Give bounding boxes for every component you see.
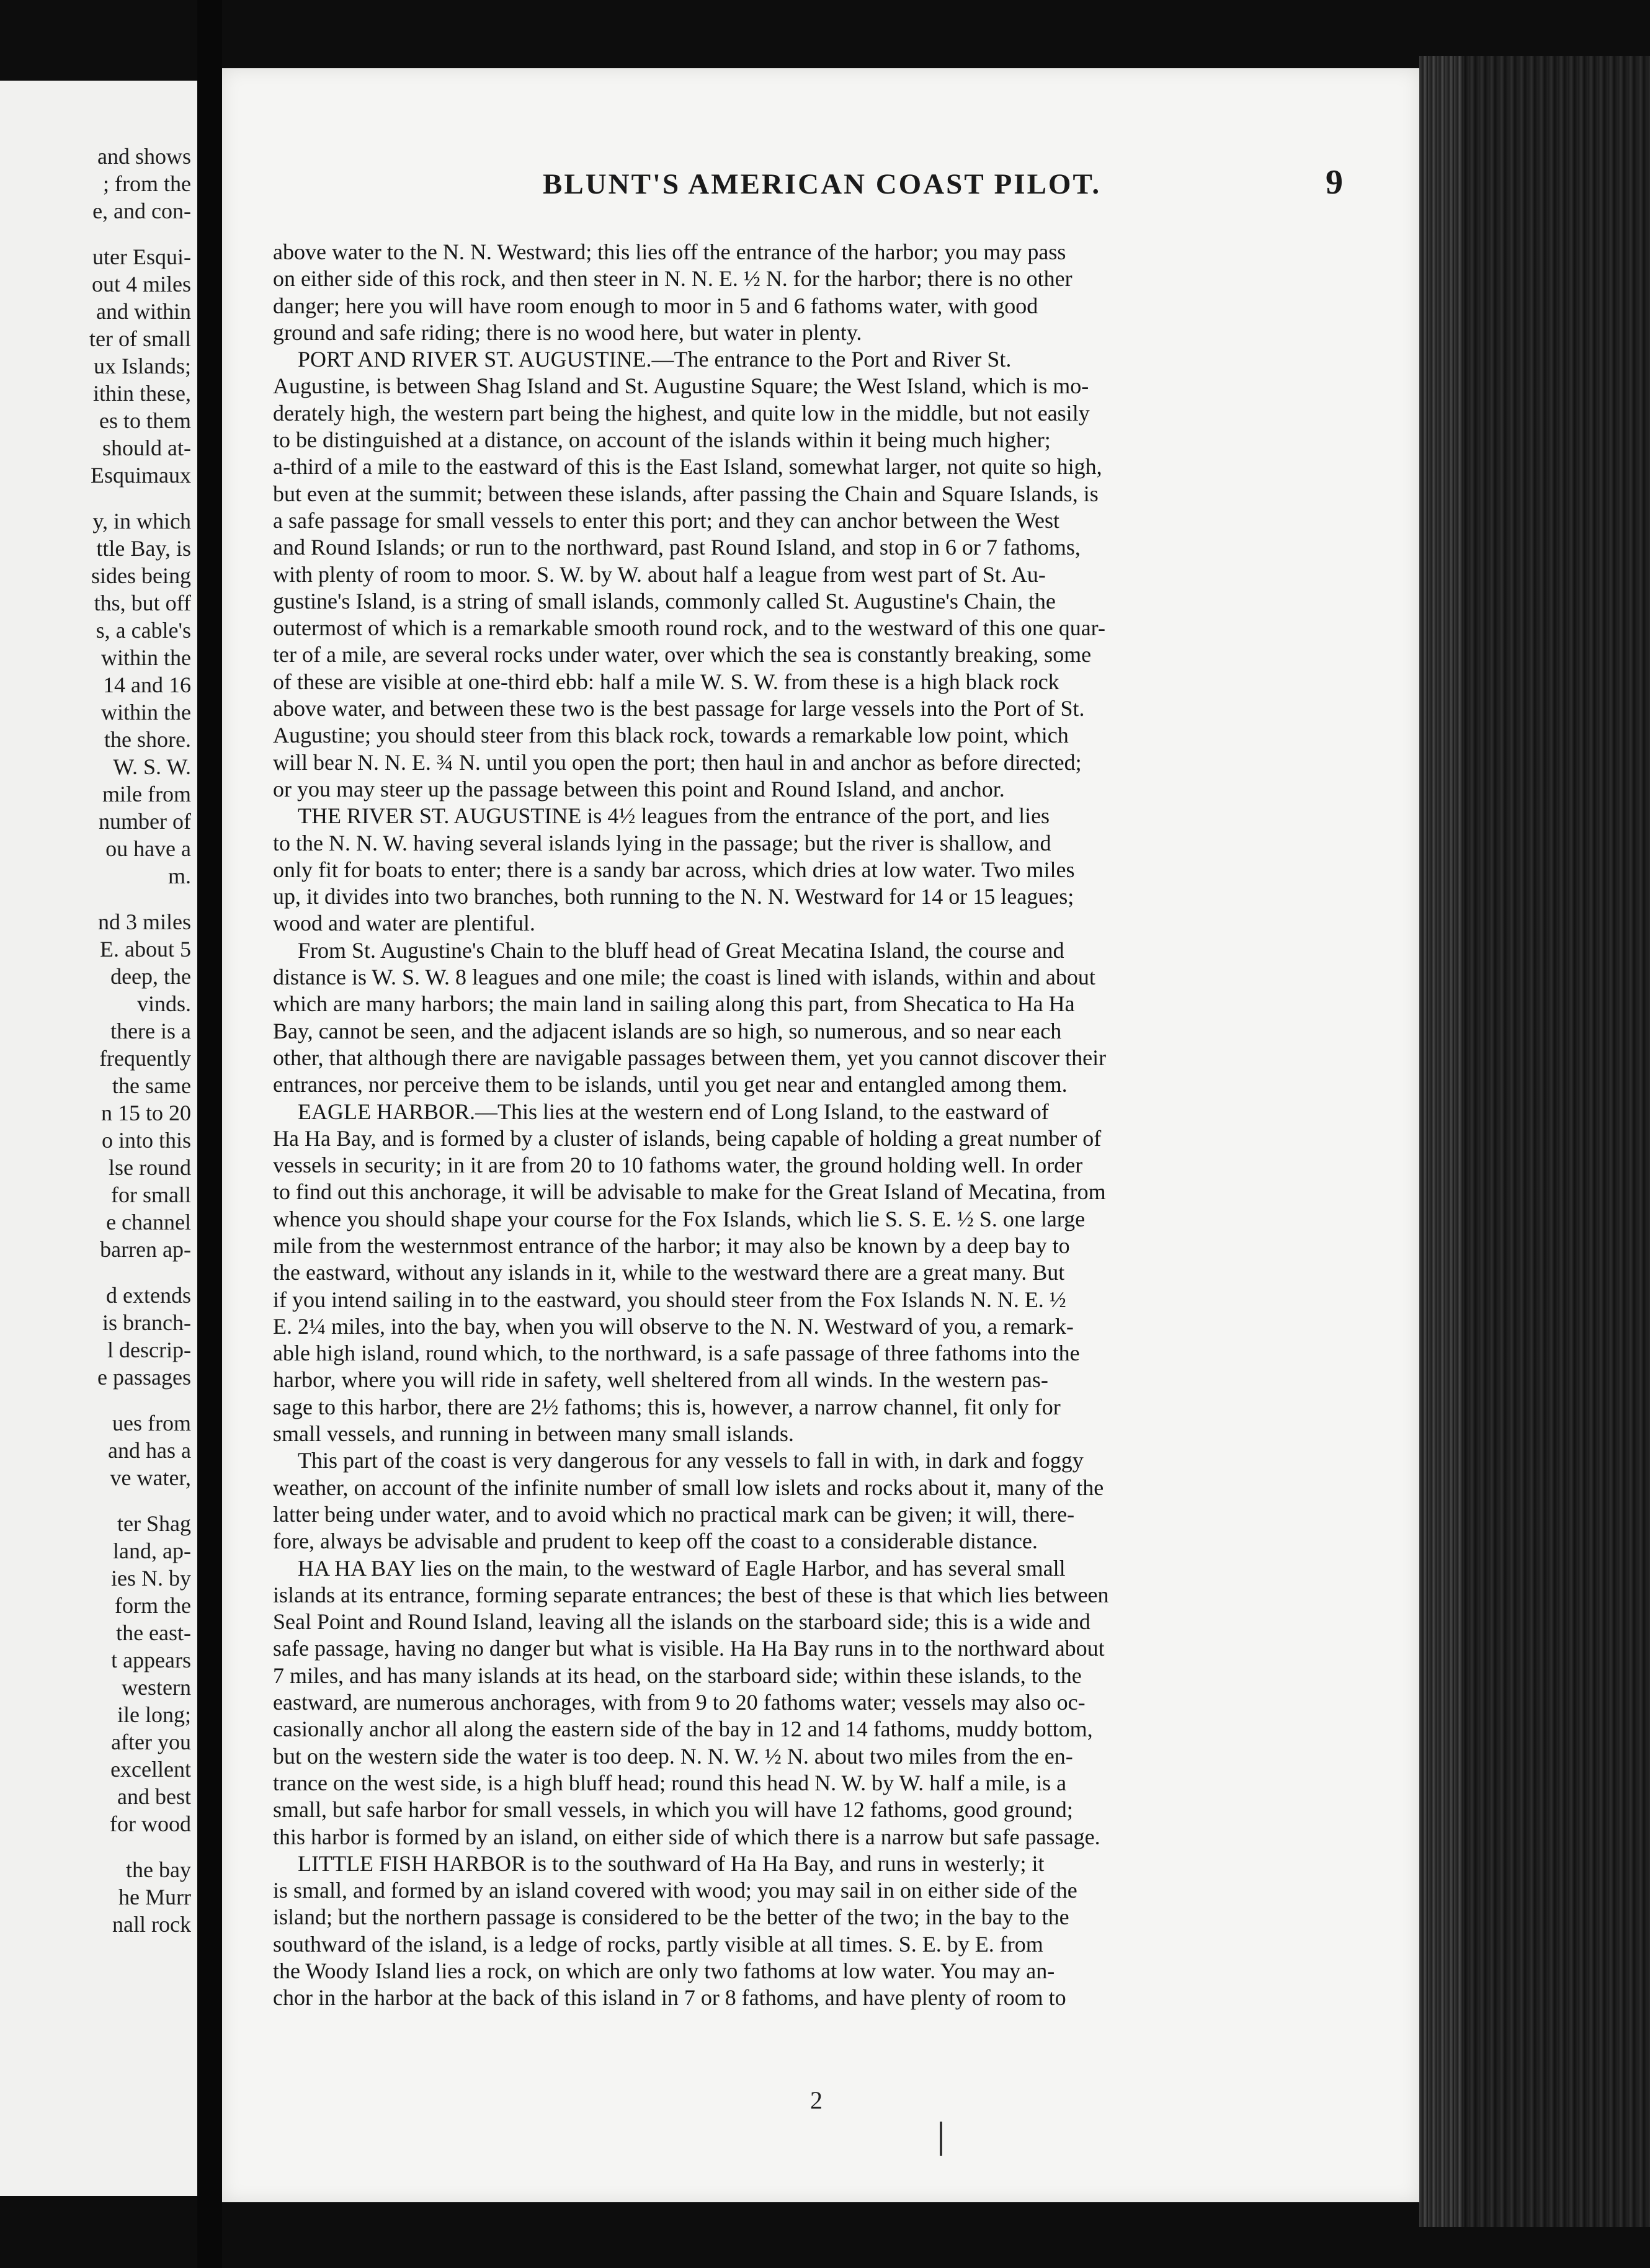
left-page-fragment: and within <box>96 299 191 324</box>
text-line: island; but the northern passage is considered to be the better of the two; in the bay to the <box>273 1904 1069 1930</box>
text-line: PORT AND RIVER ST. AUGUSTINE.—The entrance to the Port and River St. <box>298 347 1012 372</box>
left-page-fragment: there is a <box>110 1019 191 1043</box>
text-line: or you may steer up the passage between this point and Round Island, and anchor. <box>273 776 1005 801</box>
text-line: with plenty of room to moor. S. W. by W. about half a league from west part of St. Au- <box>273 561 1046 587</box>
text-line: a-third of a mile to the eastward of this is the East Island, somewhat larger, not quite so high, <box>273 454 1102 480</box>
left-page-fragment: e, and con- <box>92 199 191 223</box>
text-line: harbor, where you will ride in safety, well sheltered from all winds. In the western pas- <box>273 1367 1048 1393</box>
text-line: and Round Islands; or run to the northward, past Round Island, and stop in 6 or 7 fathoms, <box>273 535 1081 560</box>
left-page-fragment: deep, the <box>110 964 191 989</box>
left-page-fragment: ies N. by <box>111 1566 191 1591</box>
signature-mark: 2 <box>810 2086 823 2114</box>
text-line: weather, on account of the infinite number of small low islets and rocks about it, many of the <box>273 1475 1104 1500</box>
text-line: E. 2¼ miles, into the bay, when you will observe to the N. N. Westward of you, a remark- <box>273 1313 1074 1339</box>
text-line: safe passage, having no danger but what is visible. Ha Ha Bay runs in to the northward about <box>273 1636 1105 1661</box>
book-page-edges <box>1419 56 1650 2227</box>
left-page-fragment: m. <box>167 864 191 888</box>
left-page-fragment: d extends <box>106 1283 191 1308</box>
text-line: of these are visible at one-third ebb: half a mile W. S. W. from these is a high black rock <box>273 669 1059 694</box>
text-line: derately high, the western part being the highest, and quite low in the middle, but not easily <box>273 400 1090 426</box>
left-page-fragment: vinds. <box>136 991 191 1016</box>
text-line: Seal Point and Round Island, leaving all the islands on the starboard side; this is a wide and <box>273 1609 1090 1635</box>
left-facing-page <box>0 81 197 2196</box>
text-line: LITTLE FISH HARBOR is to the southward of Ha Ha Bay, and runs in westerly; it <box>298 1851 1045 1876</box>
left-page-fragment: nd 3 miles <box>98 909 191 934</box>
left-page-fragment: the same <box>112 1073 191 1098</box>
text-line: but on the western side the water is too deep. N. N. W. ½ N. about two miles from the en- <box>273 1743 1073 1769</box>
left-page-fragment: sides being <box>91 563 191 588</box>
text-line: above water to the N. N. Westward; this lies off the entrance of the harbor; you may pass <box>273 239 1066 264</box>
left-page-fragment: and best <box>117 1784 191 1809</box>
text-line: ground and safe riding; there is no wood here, but water in plenty. <box>273 319 862 345</box>
text-line: only fit for boats to enter; there is a sandy bar across, which dries at low water. Two miles <box>273 857 1075 882</box>
left-page-fragment: ttle Bay, is <box>96 536 191 561</box>
text-line: to the N. N. W. having several islands lying in the passage; but the river is shallow, and <box>273 830 1051 855</box>
left-page-fragment: within the <box>101 645 191 670</box>
text-line: to be distinguished at a distance, on account of the islands within it being much higher; <box>273 427 1051 453</box>
left-page-fragment: and has a <box>108 1438 191 1463</box>
text-line: will bear N. N. E. ¾ N. until you open the port; then haul in and anchor as before directed; <box>273 749 1082 775</box>
text-line: fore, always be advisable and prudent to keep off the coast to a considerable distance. <box>273 1529 1038 1554</box>
left-page-fragment: nall rock <box>112 1912 191 1937</box>
left-page-fragment: l descrip- <box>107 1337 191 1362</box>
left-page-fragment: for wood <box>110 1811 191 1836</box>
left-page-fragment: after you <box>111 1730 191 1754</box>
text-line: but even at the summit; between these islands, after passing the Chain and Square Islands, is <box>273 481 1099 506</box>
text-line: a safe passage for small vessels to enter this port; and they can anchor between the West <box>273 507 1060 533</box>
text-line: distance is W. S. W. 8 leagues and one mile; the coast is lined with islands, within and about <box>273 965 1095 990</box>
text-line: sage to this harbor, there are 2½ fathoms; this is, however, a narrow channel, fit only for <box>273 1394 1061 1419</box>
text-line: islands at its entrance, forming separate entrances; the best of these is that which lies between <box>273 1582 1109 1607</box>
text-line: wood and water are plentiful. <box>273 911 535 936</box>
text-line: trance on the west side, is a high bluff head; round this head N. W. by W. half a mile, is a <box>273 1770 1067 1795</box>
text-line: small, but safe harbor for small vessels, in which you will have 12 fathoms, good ground; <box>273 1797 1073 1823</box>
left-page-fragment: excellent <box>110 1757 191 1782</box>
left-page-fragment: should at- <box>102 435 191 460</box>
left-page-fragment: Esquimaux <box>91 463 191 488</box>
footer-rule-mark <box>940 2122 942 2156</box>
text-line: eastward, are numerous anchorages, with from 9 to 20 fathoms water; vessels may also oc- <box>273 1690 1086 1715</box>
left-page-fragment: t appears <box>111 1648 191 1672</box>
text-line: other, that although there are navigable passages between them, yet you cannot discover their <box>273 1045 1107 1070</box>
left-page-fragment: and shows <box>97 144 191 169</box>
left-page-fragment: ter Shag <box>117 1511 191 1536</box>
text-line: From St. Augustine's Chain to the bluff head of Great Mecatina Island, the course and <box>298 937 1064 963</box>
text-line: above water, and between these two is the best passage for large vessels into the Port of St. <box>273 696 1085 721</box>
left-page-fragment: barren ap- <box>100 1237 191 1262</box>
text-line: Bay, cannot be seen, and the adjacent islands are so high, so numerous, and so near each <box>273 1018 1062 1043</box>
text-line: if you intend sailing in to the eastward, you should steer from the Fox Islands N. N. E. ½ <box>273 1287 1066 1312</box>
text-line: Ha Ha Bay, and is formed by a cluster of islands, being capable of holding a great number of <box>273 1125 1102 1151</box>
text-line: to find out this anchorage, it will be advisable to make for the Great Island of Mecatina, from <box>273 1179 1106 1205</box>
page-edge-band <box>1419 56 1463 2227</box>
left-page-fragment: uter Esqui- <box>92 244 191 269</box>
left-page-fragment: W. S. W. <box>113 754 191 779</box>
left-page-fragment: y, in which <box>92 509 191 534</box>
text-line: This part of the coast is very dangerous for any vessels to fall in with, in dark and foggy <box>298 1448 1084 1473</box>
left-page-fragment: e passages <box>97 1365 191 1390</box>
left-page-fragment: ile long; <box>117 1702 191 1727</box>
left-page-fragment: s, a cable's <box>96 618 191 643</box>
left-page-fragment: number of <box>99 809 191 834</box>
left-page-fragment: western <box>122 1675 191 1700</box>
text-line: small vessels, and running in between many small islands. <box>273 1421 794 1447</box>
text-line: which are many harbors; the main land in sailing along this part, from Shecatica to Ha Ha <box>273 991 1075 1017</box>
left-page-fragment: the shore. <box>104 727 191 752</box>
text-line: vessels in security; in it are from 20 to 10 fathoms water, the ground holding well. In order <box>273 1153 1083 1178</box>
text-line: chor in the harbor at the back of this island in 7 or 8 fathoms, and have plenty of room to <box>273 1985 1066 2011</box>
book-gutter <box>197 0 222 2268</box>
left-page-fragment: e channel <box>106 1210 191 1234</box>
left-page-fragment: o into this <box>101 1128 191 1153</box>
left-page-fragment: ; from the <box>103 171 191 196</box>
running-head-title: BLUNT'S AMERICAN COAST PILOT. <box>543 168 1102 200</box>
text-line: ter of a mile, are several rocks under water, over which the sea is constantly breaking, some <box>273 642 1092 667</box>
page-number: 9 <box>1326 163 1343 202</box>
text-line: is small, and formed by an island covered with wood; you may sail in on either side of the <box>273 1878 1077 1903</box>
left-page-fragment: within the <box>101 700 191 725</box>
left-page-fragment: frequently <box>99 1046 191 1071</box>
text-line: the eastward, without any islands in it, while to the westward there are a great many. But <box>273 1260 1065 1285</box>
text-line: EAGLE HARBOR.—This lies at the western end of Long Island, to the eastward of <box>298 1099 1049 1124</box>
text-line: Augustine, is between Shag Island and St. Augustine Square; the West Island, which is mo- <box>273 373 1089 399</box>
left-page-fragment: es to them <box>99 408 191 433</box>
left-page-fragment: ter of small <box>89 326 191 351</box>
left-page-fragment: ux Islands; <box>94 354 191 378</box>
text-line: this harbor is formed by an island, on either side of which there is a narrow but safe passage. <box>273 1824 1100 1849</box>
left-page-fragment: ths, but off <box>94 591 191 615</box>
text-line: able high island, round which, to the northward, is a safe passage of three fathoms into the <box>273 1341 1080 1366</box>
text-line: gustine's Island, is a string of small islands, commonly called St. Augustine's Chain, the <box>273 588 1056 614</box>
left-page-fragment: land, ap- <box>113 1538 191 1563</box>
text-line: southward of the island, is a ledge of rocks, partly visible at all times. S. E. by E. from <box>273 1931 1043 1957</box>
text-line: 7 miles, and has many islands at its head, on the starboard side; within these islands, to the <box>273 1663 1082 1688</box>
text-line: HA HA BAY lies on the main, to the westward of Eagle Harbor, and has several small <box>298 1555 1066 1581</box>
left-page-fragment: n 15 to 20 <box>100 1101 191 1125</box>
left-page-fragment: ithin these, <box>93 381 191 406</box>
text-line: THE RIVER ST. AUGUSTINE is 4½ leagues from the entrance of the port, and lies <box>298 803 1050 829</box>
left-page-fragment: lse round <box>109 1155 191 1180</box>
text-line: mile from the westernmost entrance of the harbor; it may also be known by a deep bay to <box>273 1233 1070 1258</box>
text-line: up, it divides into two branches, both running to the N. N. Westward for 14 or 15 leagues; <box>273 884 1074 909</box>
text-line: on either side of this rock, and then steer in N. N. E. ½ N. for the harbor; there is no other <box>273 266 1072 292</box>
left-page-fragment: E. about 5 <box>100 937 191 962</box>
text-line: latter being under water, and to avoid which no practical mark can be given; it will, there- <box>273 1501 1075 1527</box>
left-page-fragment: out 4 miles <box>92 272 191 297</box>
text-line: Augustine; you should steer from this black rock, towards a remarkable low point, which <box>273 723 1069 748</box>
left-page-fragment: he Murr <box>118 1885 191 1909</box>
left-page-fragment: ou have a <box>105 836 191 861</box>
left-page-fragment: for small <box>111 1182 191 1207</box>
text-line: danger; here you will have room enough to moor in 5 and 6 fathoms water, with good <box>273 293 1038 318</box>
running-head <box>319 163 1343 211</box>
left-page-fragment: 14 and 16 <box>103 672 191 697</box>
text-line: whence you should shape your course for the Fox Islands, which lie S. S. E. ½ S. one large <box>273 1206 1086 1231</box>
text-line: the Woody Island lies a rock, on which are only two fathoms at low water. You may an- <box>273 1958 1055 1983</box>
left-page-fragment: ues from <box>112 1411 191 1435</box>
left-page-fragment: ve water, <box>110 1465 191 1490</box>
left-page-fragment: is branch- <box>102 1310 191 1335</box>
text-line: entrances, nor perceive them to be islands, until you get near and entangled among them. <box>273 1072 1068 1097</box>
text-line: casionally anchor all along the eastern side of the bay in 12 and 14 fathoms, muddy bottom, <box>273 1717 1093 1742</box>
left-page-fragment: the bay <box>126 1857 191 1882</box>
text-line: outermost of which is a remarkable smooth round rock, and to the westward of this one quar- <box>273 615 1105 641</box>
left-page-fragment: form the <box>115 1593 191 1618</box>
body-text <box>273 239 1357 2087</box>
left-page-fragment: the east- <box>116 1620 191 1645</box>
left-page-fragment: mile from <box>102 782 191 806</box>
